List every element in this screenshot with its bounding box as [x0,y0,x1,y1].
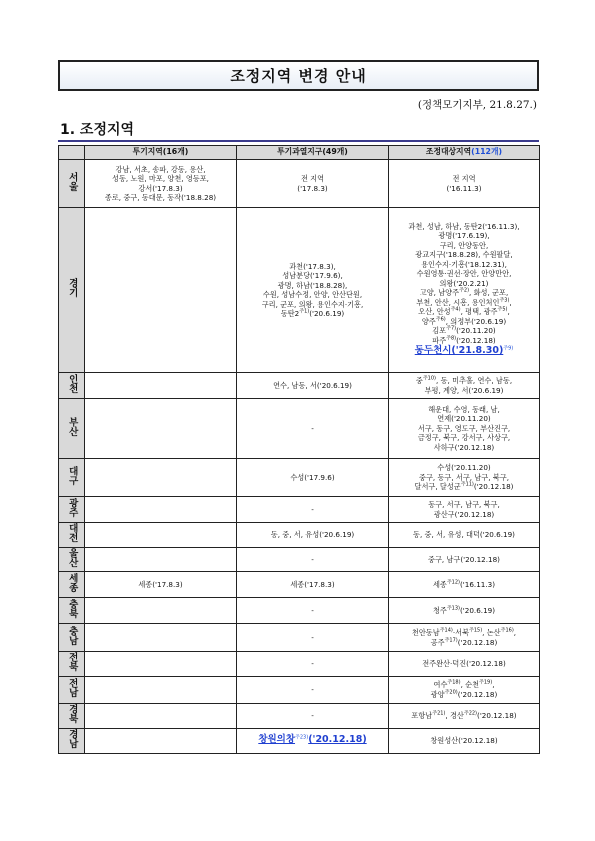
gwangju-overheated: - [237,497,389,523]
busan-speculation [85,399,237,459]
table-row [59,459,540,497]
incheon-speculation [85,373,237,399]
daegu-speculation [85,459,237,497]
incheon-adjusted: 중$^{주10)}$, 동, 미추홀, 연수, 남동, 부평, 계양, 서('20.6.19) [389,373,540,399]
gyeonggi-overheated: 과천('17.8.3), 성남분당('17.9.6), 광명, 하남('18.8.28), 수원, 성남수정, 안양, 안산단원, 구리, 군포, 의왕, 용인수지·기흥, 동탄$2^{주1)}('20.6.19)$ [237,208,389,373]
seoul-adjusted: 전 지역 ('16.11.3) [389,160,540,208]
chungnam-adjusted: 천안동남$^{주14)}$·서북$^{주15)}$, 논산$^{주16)}$, 공주$^{주17)}$('20.12.18) [389,624,540,652]
busan-overheated: - [237,399,389,459]
ulsan-adjusted: 중구, 남구('20.12.18) [389,547,540,572]
chungnam-overheated: - [237,624,389,652]
table-row [59,399,540,459]
region-gwangju: 광주 [59,497,85,523]
daejeon-adjusted: 동, 중, 서, 유성, 대덕('20.6.19) [389,523,540,548]
table-header-row [59,146,540,160]
gwangju-speculation [85,497,237,523]
region-seoul: 서울 [59,160,85,208]
region-daegu: 대구 [59,459,85,497]
gyeonggi-adjusted: 과천, 성남, 하남, 동탄2('16.11.3), 광명('17.6.19), 구리, 안양동안, 광교지구('18.8.28), 수원팔달, 용인수지·기흥('18.12.31), 수원영통·권선·장안, 안양만안, 의왕('20.2.21) 고양, 남양주$^{주2)}$, 화성, 군포, 부천, 안산, 시흥, 용인처인$^{주3)}$, 오산, 안성$^{주4)}$, 평택, 광주$^{주5)}$, 양주$^{주6)}$, 의정부('20.6.19) 김포$^{주7)}$('20.11.20) 파주$^{주8)}$('20.12.18) 동두천시$('21.8.30)^{주9)}$ [389,208,540,373]
jeonnam-adjusted: 여수$^{주18)}$, 순천$^{주19)}$, 광양$^{주20)}$('20.12.18) [389,676,540,703]
seoul-speculation: 강남, 서초, 송파, 강동, 용산, 성동, 노원, 마포, 양천, 영등포, 강서('17.8.3) 종로, 중구, 동대문, 동작('18.8.28) [85,160,237,208]
region-daejeon: 대전 [59,523,85,548]
ulsan-speculation [85,547,237,572]
section-divider [58,140,539,142]
header-adjusted-zone: 조정대상지역(112개) [389,146,540,160]
gyeongbuk-overheated: - [237,703,389,728]
header-overheated-zone: 투기과열지구(49개) [237,146,389,160]
busan-adjusted: 해운대, 수영, 동래, 남, 연제('20.11.20) 서구, 동구, 영도구, 부산진구, 금정구, 북구, 강서구, 사상구, 사하구('20.12.18) [389,399,540,459]
region-jeonbuk: 전북 [59,652,85,677]
gyeongbuk-adjusted: 포항남$^{주21)}$, 경산$^{주22)}$('20.12.18) [389,703,540,728]
jeonnam-speculation [85,676,237,703]
region-gyeongbuk: 경북 [59,703,85,728]
seoul-overheated: 전 지역 ('17.8.3) [237,160,389,208]
source-note: (정책모기지부, 21.8.27.) [417,99,537,111]
table-row [59,373,540,399]
section-heading: 1. 조정지역 [60,122,135,138]
jeonbuk-speculation [85,652,237,677]
sejong-speculation: 세종('17.8.3) [85,572,237,598]
incheon-overheated: 연수, 남동, 서('20.6.19) [237,373,389,399]
region-jeonnam: 전남 [59,676,85,703]
table-row [59,652,540,677]
chungnam-speculation [85,624,237,652]
table-row [59,598,540,624]
gwangju-adjusted: 동구, 서구, 남구, 북구, 광산구('20.12.18) [389,497,540,523]
gyeongbuk-speculation [85,703,237,728]
sejong-overheated: 세종('17.8.3) [237,572,389,598]
daejeon-overheated: 동, 중, 서, 유성('20.6.19) [237,523,389,548]
header-speculation-zone: 투기지역(16개) [85,146,237,160]
gyeongnam-adjusted: 창원성산('20.12.18) [389,728,540,753]
gyeongnam-overheated: 창원의창$^{주23)}$('20.12.18) [237,728,389,753]
sejong-adjusted: 세종$^{주12)}$('16.11.3) [389,572,540,598]
table-row [59,728,540,753]
region-sejong: 세종 [59,572,85,598]
region-incheon: 인천 [59,373,85,399]
regulated-area-table [58,145,540,754]
daejeon-speculation [85,523,237,548]
table-row [59,547,540,572]
table-row [59,497,540,523]
region-chungbuk: 충북 [59,598,85,624]
daegu-overheated: 수성('17.9.6) [237,459,389,497]
region-chungnam: 충남 [59,624,85,652]
table-row [59,572,540,598]
table-row [59,703,540,728]
jeonnam-overheated: - [237,676,389,703]
chungbuk-overheated: - [237,598,389,624]
table-row [59,624,540,652]
table-row [59,208,540,373]
chungbuk-adjusted: 청주$^{주13)}$('20.6.19) [389,598,540,624]
ulsan-overheated: - [237,547,389,572]
table-row [59,523,540,548]
region-busan: 부산 [59,399,85,459]
chungbuk-speculation [85,598,237,624]
region-gyeongnam: 경남 [59,728,85,753]
header-corner [59,146,85,160]
jeonbuk-adjusted: 전주완산·덕진('20.12.18) [389,652,540,677]
jeonbuk-overheated: - [237,652,389,677]
changwon-uichang-highlight: 창원의창 [258,734,296,746]
region-gyeonggi: 경기 [59,208,85,373]
table-row [59,160,540,208]
table-row [59,676,540,703]
gyeonggi-speculation [85,208,237,373]
page-title: 조정지역 변경 안내 [230,67,367,85]
region-ulsan: 울산 [59,547,85,572]
daegu-adjusted: 수성('20.11.20) 중구, 동구, 서구, 남구, 북구, 달서구, 달성군$^{주11)}$('20.12.18) [389,459,540,497]
dongducheon-highlight: 동두천시('21.8.30) [414,345,504,357]
gyeongnam-speculation [85,728,237,753]
title-banner [58,60,539,91]
